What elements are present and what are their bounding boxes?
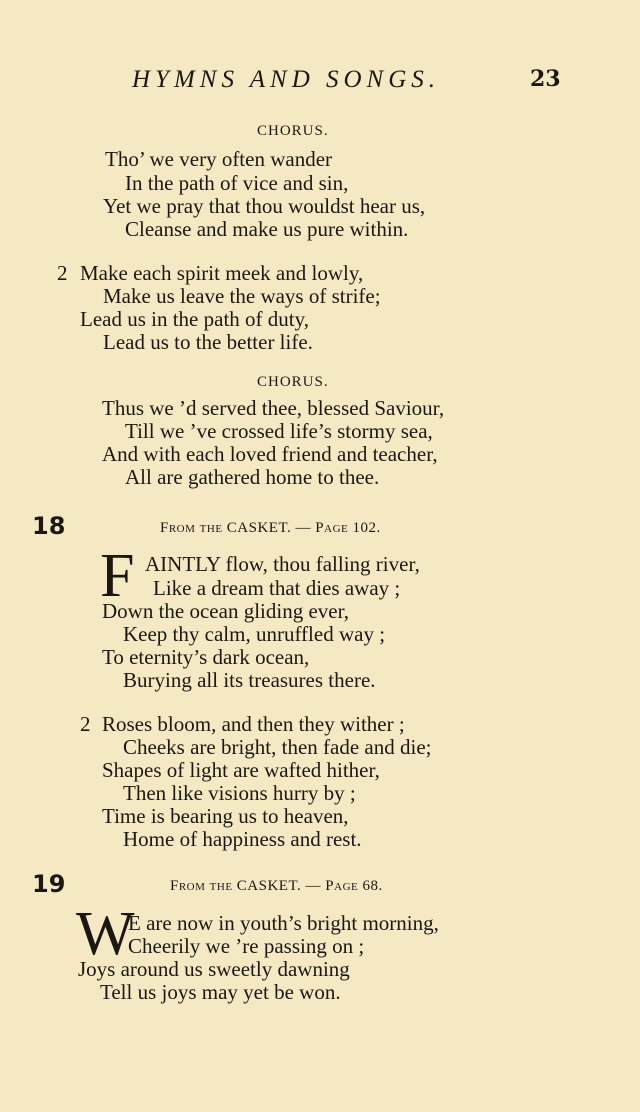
verse-line: Then like visions hurry by ; (123, 781, 356, 805)
verse-line: In the path of vice and sin, (125, 171, 349, 195)
verse-line: Down the ocean gliding ever, (102, 599, 349, 623)
verse-line: Thus we ’d served thee, blessed Saviour, (102, 396, 445, 420)
hymn-source (170, 878, 383, 895)
verse-line: Like a dream that dies away ; (153, 576, 401, 600)
verse-line: Tell us joys may yet be won. (100, 980, 341, 1004)
verse-line: Cheeks are bright, then fade and die; (123, 735, 432, 759)
source-prefix: From the (170, 878, 233, 894)
verse-line: Cheerily we ’re passing on ; (128, 934, 365, 958)
source-page: 102. (352, 520, 381, 536)
verse-line: Cleanse and make us pure within. (125, 217, 409, 241)
source-page: 68. (362, 878, 383, 894)
verse-line: To eternity’s dark ocean, (102, 645, 310, 669)
verse-line: Make us leave the ways of strife; (103, 284, 381, 308)
source-separator: — (301, 878, 326, 894)
source-page-label: Page (315, 520, 349, 536)
verse-line: Tho’ we very often wander (105, 147, 333, 171)
verse-number: 2 (80, 712, 91, 736)
running-title: HYMNS AND SONGS. (132, 66, 441, 93)
source-title: CASKET. (226, 520, 292, 536)
source-prefix: From the (160, 520, 223, 536)
verse-line: Till we ’ve crossed life’s stormy sea, (125, 419, 433, 443)
source-title: CASKET. (236, 878, 302, 894)
verse-line: Lead us to the better life. (103, 330, 313, 354)
verse-line: Yet we pray that thou wouldst hear us, (103, 194, 426, 218)
verse-line: All are gathered home to thee. (125, 465, 380, 489)
verse-line: Burying all its treasures there. (123, 668, 376, 692)
verse-line: E are now in youth’s bright morning, (128, 911, 439, 935)
hymn-number: 18 (32, 512, 66, 540)
verse-line: Time is bearing us to heaven, (102, 804, 349, 828)
verse-line: Home of happiness and rest. (123, 827, 362, 851)
source-separator: — (291, 520, 316, 536)
verse-line: AINTLY flow, thou falling river, (145, 552, 420, 576)
verse-number: 2 (57, 261, 68, 285)
verse-line: And with each loved friend and teacher, (102, 442, 438, 466)
page-number: 23 (530, 66, 561, 92)
chorus-label: CHORUS. (257, 374, 329, 390)
verse-line: Joys around us sweetly dawning (78, 957, 350, 981)
verse-line: Shapes of light are wafted hither, (102, 758, 380, 782)
drop-cap: W (76, 900, 135, 968)
verse-line: Lead us in the path of duty, (80, 307, 310, 331)
verse-line: Roses bloom, and then they wither ; (102, 712, 405, 736)
drop-cap: F (100, 542, 135, 610)
verse-line: Make each spirit meek and lowly, (80, 261, 364, 285)
source-page-label: Page (325, 878, 359, 894)
verse-line: Keep thy calm, unruffled way ; (123, 622, 386, 646)
hymn-source (160, 520, 381, 537)
hymn-number: 19 (32, 870, 66, 898)
chorus-label: CHORUS. (257, 123, 329, 139)
